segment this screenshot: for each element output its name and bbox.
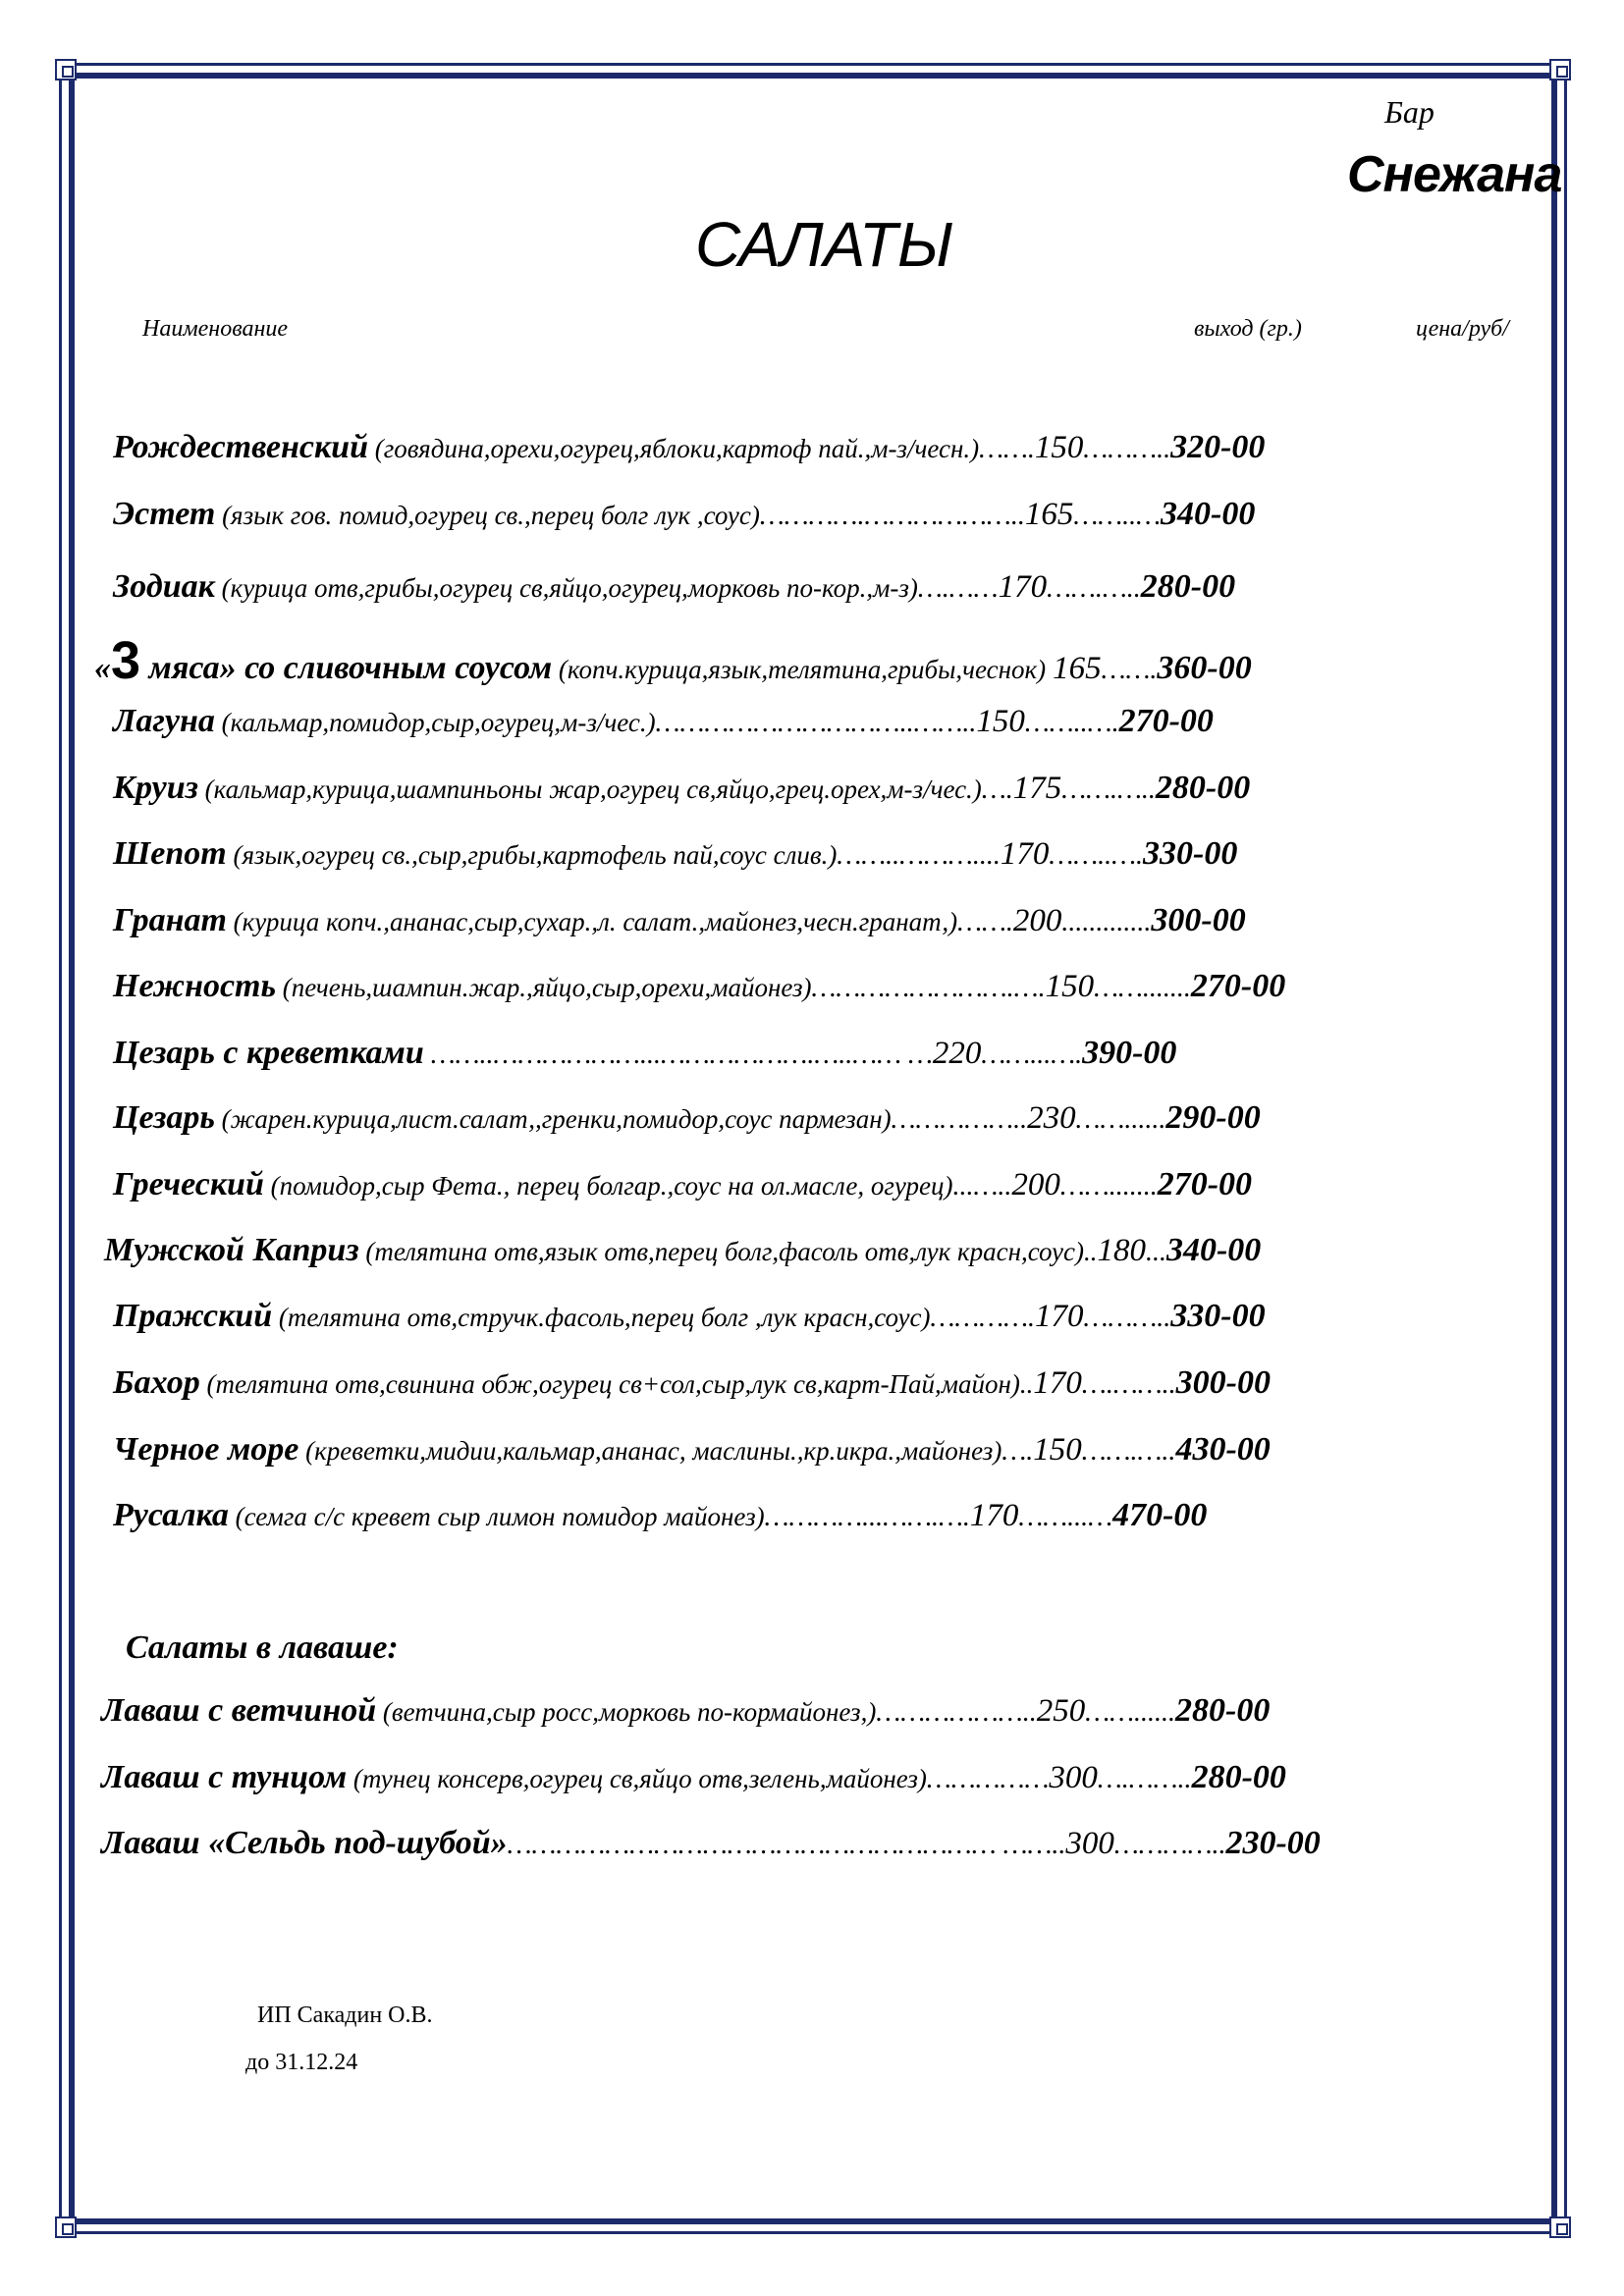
menu-item-weight: 170 bbox=[1033, 1365, 1082, 1401]
menu-item-leader: ……………….. bbox=[876, 1697, 1037, 1728]
menu-item-weight: 220 bbox=[932, 1036, 982, 1071]
menu-item-weight: 300 bbox=[1065, 1826, 1114, 1861]
menu-item-weight: 165 bbox=[1053, 651, 1102, 686]
menu-item-leader: ... bbox=[1145, 1237, 1166, 1267]
menu-item-leader: …………………………………………………… …….. bbox=[507, 1830, 1066, 1860]
menu-item-ingredients: (ветчина,сыр росс,морковь по-кормайонез,) bbox=[376, 1697, 877, 1727]
menu-item-name: Лаваш «Сельдь под-шубой» bbox=[101, 1825, 508, 1861]
menu-item-ingredients: (копч.курица,язык,телятина,грибы,чеснок) bbox=[552, 655, 1047, 684]
menu-item bbox=[113, 1035, 1527, 1072]
menu-item-weight: 150 bbox=[1045, 969, 1095, 1004]
bar-name: Снежана bbox=[1347, 146, 1562, 203]
menu-item-ingredients: (помидор,сыр Фета., перец болгар.,соус на ол.масле, огурец) bbox=[263, 1171, 953, 1201]
menu-item-price: 320-00 bbox=[1170, 429, 1266, 465]
menu-item-name: Лаваш с ветчиной bbox=[101, 1692, 377, 1729]
menu-item-ingredients: (курица копч.,ананас,сыр,сухар.,л. салат.,майонез,чесн.гранат,) bbox=[226, 907, 958, 936]
menu-item-leader: …….….. bbox=[1061, 774, 1156, 805]
menu-item-name: Шепот bbox=[113, 835, 227, 872]
menu-item bbox=[113, 1099, 1527, 1137]
menu-item-leader: …………………….…. bbox=[811, 973, 1046, 1003]
menu-item-price: 300-00 bbox=[1175, 1364, 1271, 1401]
menu-item-leader: ……..…. bbox=[1024, 708, 1119, 738]
menu-item-name: Рождественский bbox=[113, 429, 368, 465]
menu-item-ingredients: (телятина отв,свинина обж,огурец св+сол,сыр,лук св,карт-Пай,майон).. bbox=[199, 1369, 1034, 1399]
menu-item-leader: ……. bbox=[957, 907, 1013, 937]
menu-item-leader: ….…… bbox=[917, 573, 999, 604]
menu-item-weight: 200 bbox=[1011, 1167, 1060, 1202]
menu-item-price: 470-00 bbox=[1112, 1497, 1208, 1533]
menu-item-price: 280-00 bbox=[1191, 1759, 1286, 1795]
menu-item-leader: ……. bbox=[1101, 655, 1158, 685]
menu-item-leader: ……..…. bbox=[1049, 840, 1144, 871]
menu-item bbox=[101, 1825, 1515, 1862]
menu-item-name: Круиз bbox=[113, 770, 198, 806]
menu-item-leader: ……. bbox=[979, 434, 1035, 464]
menu-item-leader: ……….. bbox=[1083, 434, 1171, 464]
menu-item-price: 280-00 bbox=[1175, 1692, 1271, 1729]
menu-item-weight: 180 bbox=[1097, 1233, 1146, 1268]
menu-item-name-prefix: « bbox=[94, 650, 111, 686]
menu-item-leader: ...….. bbox=[952, 1171, 1012, 1201]
corner-ornament-bottom-right bbox=[1549, 2216, 1571, 2238]
menu-item-leader: …………… bbox=[926, 1764, 1050, 1794]
menu-item-leader: ……..………………...……………….…..…… … bbox=[423, 1040, 933, 1070]
menu-item-leader: …………. bbox=[930, 1303, 1036, 1333]
menu-item bbox=[94, 630, 1508, 691]
menu-item-leader: …. bbox=[981, 774, 1013, 805]
menu-item-weight: 170 bbox=[1035, 1299, 1084, 1334]
menu-item-weight: 230 bbox=[1027, 1100, 1076, 1136]
menu-item bbox=[113, 568, 1527, 606]
menu-item-leader: ……....... bbox=[1094, 973, 1191, 1003]
menu-item-leader: ….…….. bbox=[1097, 1764, 1192, 1794]
menu-item-price: 270-00 bbox=[1190, 968, 1286, 1004]
menu-item-leader: …………...…….…. bbox=[764, 1502, 970, 1532]
menu-item-name: мяса» со сливочным соусом bbox=[140, 650, 553, 686]
menu-item-leader: …………….. bbox=[891, 1104, 1028, 1135]
menu-item-ingredients: (кальмар,курица,шампиньоны жар,огурец св,яйцо,грец.орех,м-з/чес.) bbox=[197, 774, 982, 804]
menu-item-weight: 170 bbox=[969, 1498, 1019, 1533]
menu-item-leader: ............. bbox=[1061, 907, 1152, 937]
menu-item-name: Цезарь bbox=[113, 1099, 215, 1136]
menu-item-weight: 165 bbox=[1024, 497, 1074, 532]
menu-item-ingredients: (семга с/с кревет сыр лимон помидор майонез) bbox=[228, 1502, 765, 1531]
menu-item bbox=[113, 1166, 1527, 1203]
menu-item-name: Русалка bbox=[113, 1497, 229, 1533]
menu-item-ingredients: (креветки,мидии,кальмар,ананас, маслины.,кр.икра.,майонез) bbox=[298, 1436, 1002, 1466]
menu-item-name: Лагуна bbox=[113, 703, 215, 739]
menu-item bbox=[113, 770, 1527, 807]
menu-item bbox=[113, 496, 1527, 533]
menu-item-ingredients: (язык,огурец св.,сыр,грибы,картофель пай,соус слив.) bbox=[226, 840, 838, 870]
corner-ornament-top-right bbox=[1549, 59, 1571, 80]
menu-item-leader: ….…….. bbox=[1081, 1369, 1176, 1400]
column-header-weight: выход (гр.) bbox=[1194, 316, 1302, 342]
menu-item-price: 280-00 bbox=[1155, 770, 1251, 806]
menu-item-name: Зодиак bbox=[113, 568, 215, 605]
menu-item-leader: …. bbox=[1001, 1436, 1034, 1467]
menu-item-price: 230-00 bbox=[1225, 1825, 1321, 1861]
page-border-inner bbox=[69, 73, 1557, 2224]
menu-item-name: Лаваш с тунцом bbox=[101, 1759, 348, 1795]
menu-item-price: 340-00 bbox=[1165, 1232, 1262, 1268]
column-header-name: Наименование bbox=[142, 316, 289, 342]
footer-owner: ИП Сакадин О.В. bbox=[257, 2002, 433, 2028]
menu-item-price: 290-00 bbox=[1165, 1099, 1261, 1136]
section-title-lavash: Салаты в лаваше: bbox=[126, 1629, 399, 1666]
menu-item-leader: …….….. bbox=[1047, 573, 1141, 604]
menu-item-leader: ……...... bbox=[1085, 1697, 1176, 1728]
corner-ornament-bottom-left bbox=[55, 2216, 77, 2238]
menu-item-ingredients: (кальмар,помидор,сыр,огурец,м-з/чес.) bbox=[214, 708, 656, 737]
menu-item-ingredients: (телятина отв,язык отв,перец болг,фасоль отв,лук красн,соус).. bbox=[358, 1237, 1098, 1266]
menu-item-ingredients: (язык гов. помид,огурец св.,перец болг лук ,соус) bbox=[215, 501, 760, 530]
menu-item-weight: 150 bbox=[976, 704, 1025, 739]
menu-item-ingredients: (говядина,орехи,огурец,яблоки,картоф пай.,м-з/чесн.) bbox=[368, 434, 980, 463]
menu-item bbox=[113, 1364, 1527, 1402]
menu-item-price: 270-00 bbox=[1157, 1166, 1253, 1202]
menu-item-price: 330-00 bbox=[1143, 835, 1238, 872]
footer-valid-until: до 31.12.24 bbox=[245, 2050, 358, 2075]
menu-item-name: Эстет bbox=[113, 496, 216, 532]
menu-item-name: Мужской Каприз bbox=[104, 1232, 359, 1268]
menu-item bbox=[113, 1298, 1527, 1335]
menu-item-weight: 250 bbox=[1036, 1693, 1086, 1729]
menu-item bbox=[113, 902, 1527, 939]
page-title: САЛАТЫ bbox=[695, 209, 953, 280]
menu-item-weight: 150 bbox=[1034, 430, 1084, 465]
menu-item-price: 390-00 bbox=[1082, 1035, 1177, 1071]
menu-item-leader: ………….……………….. bbox=[759, 501, 1025, 531]
bar-label: Бар bbox=[1384, 94, 1435, 130]
menu-item-name: Бахор bbox=[113, 1364, 200, 1401]
menu-item-ingredients: (печень,шампин.жар.,яйцо,сыр,орехи,майонез) bbox=[276, 973, 812, 1002]
menu-item-price: 340-00 bbox=[1161, 496, 1256, 532]
menu-item-price: 330-00 bbox=[1170, 1298, 1266, 1334]
column-header-price: цена/руб/ bbox=[1416, 316, 1509, 342]
menu-item-ingredients: (тунец консерв,огурец св,яйцо отв,зелень,майонез) bbox=[347, 1764, 927, 1793]
menu-item-leader: ………….. bbox=[1113, 1830, 1226, 1860]
menu-item bbox=[113, 835, 1527, 873]
menu-item-leader: ……...… bbox=[1018, 1502, 1113, 1532]
menu-item-weight: 300 bbox=[1049, 1760, 1098, 1795]
menu-item bbox=[113, 968, 1527, 1005]
menu-item-price: 280-00 bbox=[1140, 568, 1236, 605]
menu-item-leader: ……..… bbox=[1073, 501, 1162, 531]
menu-item-name: Цезарь с креветками bbox=[113, 1035, 424, 1071]
menu-item-weight: 150 bbox=[1033, 1432, 1082, 1468]
menu-item-name: Пражский bbox=[113, 1298, 273, 1334]
menu-item-leader: ……...... bbox=[1075, 1104, 1166, 1135]
menu-item-price: 360-00 bbox=[1157, 650, 1252, 686]
menu-item-leader: ……..……….... bbox=[837, 840, 1001, 871]
menu-item-name: Гранат bbox=[113, 902, 227, 938]
menu-item bbox=[101, 1692, 1515, 1730]
menu-item-weight: 200 bbox=[1012, 903, 1062, 938]
menu-item bbox=[113, 1497, 1527, 1534]
menu-item-price: 430-00 bbox=[1175, 1431, 1271, 1468]
menu-item bbox=[104, 1232, 1518, 1269]
menu-item-name: Черное море bbox=[113, 1431, 299, 1468]
menu-item bbox=[113, 703, 1527, 740]
menu-item-ingredients: (жарен.курица,лист.салат,,гренки,помидор,соус пармезан) bbox=[214, 1104, 892, 1134]
menu-item-ingredients: (телятина отв,стручк.фасоль,перец болг ,лук красн,соус) bbox=[272, 1303, 931, 1332]
menu-item bbox=[113, 429, 1527, 466]
menu-item-weight: 170 bbox=[998, 569, 1048, 605]
menu-item bbox=[101, 1759, 1515, 1796]
menu-item-leader: ……....... bbox=[1059, 1171, 1158, 1201]
menu-item-price: 300-00 bbox=[1151, 902, 1246, 938]
menu-item-leader: …………………………..…….. bbox=[655, 708, 977, 738]
menu-item-name: Греческий bbox=[113, 1166, 264, 1202]
menu-item-weight: 175 bbox=[1012, 771, 1062, 806]
menu-item-price: 270-00 bbox=[1118, 703, 1214, 739]
menu-item-ingredients: (курица отв,грибы,огурец св,яйцо,огурец,морковь по-кор.,м-з) bbox=[214, 573, 918, 603]
menu-item-leader: ……….. bbox=[1083, 1303, 1171, 1333]
menu-item-leader: ……...…. bbox=[981, 1040, 1083, 1070]
menu-item-name: Нежность bbox=[113, 968, 277, 1004]
menu-item-leader: …….….. bbox=[1081, 1436, 1176, 1467]
menu-item-weight: 170 bbox=[1000, 836, 1050, 872]
menu-item-name-number: 3 bbox=[111, 631, 141, 690]
corner-ornament-top-left bbox=[55, 59, 77, 80]
menu-item bbox=[113, 1431, 1527, 1468]
